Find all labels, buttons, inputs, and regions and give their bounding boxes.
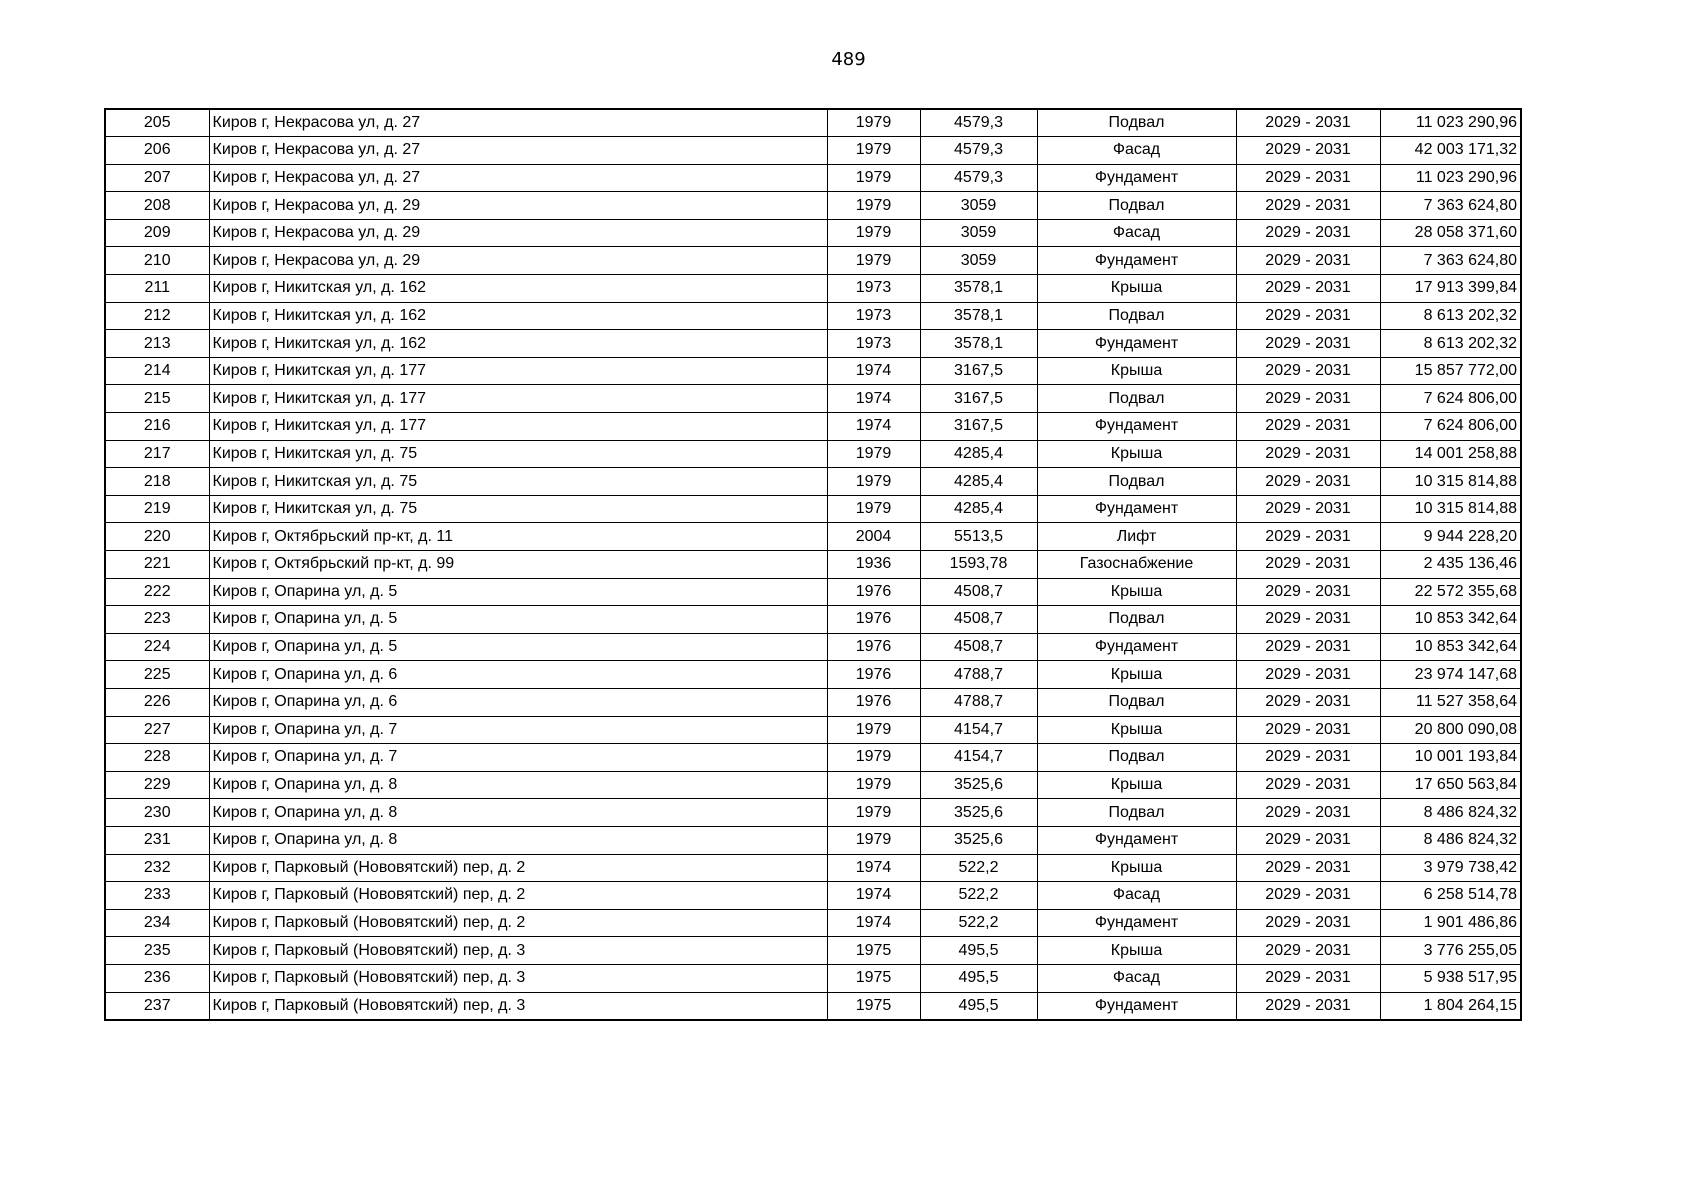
cost-cell: 28 058 371,60 bbox=[1380, 219, 1521, 247]
cost-cell: 9 944 228,20 bbox=[1380, 523, 1521, 551]
table-row bbox=[105, 551, 1521, 579]
area-cell: 1593,78 bbox=[920, 551, 1037, 579]
year-built-cell: 1979 bbox=[827, 219, 920, 247]
area-cell: 3578,1 bbox=[920, 275, 1037, 303]
period-cell: 2029 - 2031 bbox=[1236, 937, 1380, 965]
address-cell: Киров г, Парковый (Нововятский) пер, д. 2 bbox=[209, 854, 827, 882]
period-cell: 2029 - 2031 bbox=[1236, 716, 1380, 744]
work-type-cell: Фундамент bbox=[1037, 495, 1236, 523]
row-number-cell: 235 bbox=[105, 937, 209, 965]
year-built-cell: 1979 bbox=[827, 164, 920, 192]
address-cell: Киров г, Никитская ул, д. 177 bbox=[209, 385, 827, 413]
work-type-cell: Крыша bbox=[1037, 716, 1236, 744]
area-cell: 4154,7 bbox=[920, 716, 1037, 744]
area-cell: 3059 bbox=[920, 219, 1037, 247]
work-type-cell: Крыша bbox=[1037, 440, 1236, 468]
period-cell: 2029 - 2031 bbox=[1236, 633, 1380, 661]
table-row bbox=[105, 606, 1521, 634]
address-cell: Киров г, Некрасова ул, д. 29 bbox=[209, 192, 827, 220]
period-cell: 2029 - 2031 bbox=[1236, 992, 1380, 1020]
period-cell: 2029 - 2031 bbox=[1236, 688, 1380, 716]
row-number-cell: 208 bbox=[105, 192, 209, 220]
work-type-cell: Лифт bbox=[1037, 523, 1236, 551]
row-number-cell: 233 bbox=[105, 882, 209, 910]
table-body bbox=[105, 109, 1521, 1020]
year-built-cell: 1976 bbox=[827, 578, 920, 606]
period-cell: 2029 - 2031 bbox=[1236, 799, 1380, 827]
period-cell: 2029 - 2031 bbox=[1236, 826, 1380, 854]
work-type-cell: Подвал bbox=[1037, 385, 1236, 413]
work-type-cell: Подвал bbox=[1037, 192, 1236, 220]
cost-cell: 10 001 193,84 bbox=[1380, 744, 1521, 772]
address-cell: Киров г, Некрасова ул, д. 29 bbox=[209, 247, 827, 275]
work-type-cell: Газоснабжение bbox=[1037, 551, 1236, 579]
period-cell: 2029 - 2031 bbox=[1236, 854, 1380, 882]
address-cell: Киров г, Опарина ул, д. 6 bbox=[209, 688, 827, 716]
address-cell: Киров г, Никитская ул, д. 162 bbox=[209, 330, 827, 358]
address-cell: Киров г, Опарина ул, д. 5 bbox=[209, 606, 827, 634]
table-row bbox=[105, 882, 1521, 910]
year-built-cell: 1979 bbox=[827, 109, 920, 137]
period-cell: 2029 - 2031 bbox=[1236, 413, 1380, 441]
row-number-cell: 207 bbox=[105, 164, 209, 192]
period-cell: 2029 - 2031 bbox=[1236, 109, 1380, 137]
period-cell: 2029 - 2031 bbox=[1236, 606, 1380, 634]
area-cell: 4508,7 bbox=[920, 606, 1037, 634]
address-cell: Киров г, Октябрьский пр-кт, д. 11 bbox=[209, 523, 827, 551]
area-cell: 3167,5 bbox=[920, 413, 1037, 441]
area-cell: 522,2 bbox=[920, 909, 1037, 937]
cost-cell: 11 527 358,64 bbox=[1380, 688, 1521, 716]
address-cell: Киров г, Некрасова ул, д. 27 bbox=[209, 109, 827, 137]
row-number-cell: 214 bbox=[105, 357, 209, 385]
cost-cell: 42 003 171,32 bbox=[1380, 137, 1521, 165]
work-type-cell: Фасад bbox=[1037, 137, 1236, 165]
address-cell: Киров г, Некрасова ул, д. 27 bbox=[209, 164, 827, 192]
period-cell: 2029 - 2031 bbox=[1236, 137, 1380, 165]
year-built-cell: 1975 bbox=[827, 937, 920, 965]
year-built-cell: 1979 bbox=[827, 137, 920, 165]
cost-cell: 11 023 290,96 bbox=[1380, 164, 1521, 192]
row-number-cell: 224 bbox=[105, 633, 209, 661]
table-row bbox=[105, 302, 1521, 330]
table-row bbox=[105, 578, 1521, 606]
area-cell: 3167,5 bbox=[920, 385, 1037, 413]
table-row bbox=[105, 495, 1521, 523]
row-number-cell: 220 bbox=[105, 523, 209, 551]
table-row bbox=[105, 909, 1521, 937]
year-built-cell: 1974 bbox=[827, 385, 920, 413]
work-type-cell: Подвал bbox=[1037, 468, 1236, 496]
area-cell: 4788,7 bbox=[920, 661, 1037, 689]
table-row bbox=[105, 937, 1521, 965]
year-built-cell: 1979 bbox=[827, 799, 920, 827]
address-cell: Киров г, Опарина ул, д. 7 bbox=[209, 744, 827, 772]
area-cell: 3525,6 bbox=[920, 826, 1037, 854]
area-cell: 4579,3 bbox=[920, 164, 1037, 192]
address-cell: Киров г, Парковый (Нововятский) пер, д. 2 bbox=[209, 909, 827, 937]
table-row bbox=[105, 275, 1521, 303]
cost-cell: 8 486 824,32 bbox=[1380, 826, 1521, 854]
area-cell: 522,2 bbox=[920, 882, 1037, 910]
year-built-cell: 2004 bbox=[827, 523, 920, 551]
period-cell: 2029 - 2031 bbox=[1236, 164, 1380, 192]
table-row bbox=[105, 661, 1521, 689]
area-cell: 5513,5 bbox=[920, 523, 1037, 551]
period-cell: 2029 - 2031 bbox=[1236, 495, 1380, 523]
work-type-cell: Крыша bbox=[1037, 937, 1236, 965]
address-cell: Киров г, Опарина ул, д. 7 bbox=[209, 716, 827, 744]
row-number-cell: 234 bbox=[105, 909, 209, 937]
area-cell: 4285,4 bbox=[920, 440, 1037, 468]
address-cell: Киров г, Никитская ул, д. 75 bbox=[209, 495, 827, 523]
cost-cell: 7 624 806,00 bbox=[1380, 413, 1521, 441]
work-type-cell: Крыша bbox=[1037, 661, 1236, 689]
work-type-cell: Подвал bbox=[1037, 799, 1236, 827]
cost-cell: 7 363 624,80 bbox=[1380, 192, 1521, 220]
period-cell: 2029 - 2031 bbox=[1236, 661, 1380, 689]
table-row bbox=[105, 633, 1521, 661]
area-cell: 4579,3 bbox=[920, 137, 1037, 165]
address-cell: Киров г, Никитская ул, д. 75 bbox=[209, 440, 827, 468]
period-cell: 2029 - 2031 bbox=[1236, 909, 1380, 937]
cost-cell: 8 486 824,32 bbox=[1380, 799, 1521, 827]
year-built-cell: 1979 bbox=[827, 771, 920, 799]
area-cell: 3525,6 bbox=[920, 799, 1037, 827]
row-number-cell: 227 bbox=[105, 716, 209, 744]
row-number-cell: 230 bbox=[105, 799, 209, 827]
period-cell: 2029 - 2031 bbox=[1236, 578, 1380, 606]
table-row bbox=[105, 799, 1521, 827]
table-row bbox=[105, 192, 1521, 220]
year-built-cell: 1976 bbox=[827, 606, 920, 634]
work-type-cell: Фундамент bbox=[1037, 247, 1236, 275]
cost-cell: 7 363 624,80 bbox=[1380, 247, 1521, 275]
row-number-cell: 213 bbox=[105, 330, 209, 358]
cost-cell: 20 800 090,08 bbox=[1380, 716, 1521, 744]
year-built-cell: 1979 bbox=[827, 440, 920, 468]
address-cell: Киров г, Опарина ул, д. 8 bbox=[209, 799, 827, 827]
year-built-cell: 1976 bbox=[827, 633, 920, 661]
table-row bbox=[105, 385, 1521, 413]
table-row bbox=[105, 854, 1521, 882]
area-cell: 4508,7 bbox=[920, 578, 1037, 606]
year-built-cell: 1975 bbox=[827, 964, 920, 992]
row-number-cell: 209 bbox=[105, 219, 209, 247]
cost-cell: 6 258 514,78 bbox=[1380, 882, 1521, 910]
work-type-cell: Крыша bbox=[1037, 357, 1236, 385]
row-number-cell: 231 bbox=[105, 826, 209, 854]
address-cell: Киров г, Некрасова ул, д. 27 bbox=[209, 137, 827, 165]
year-built-cell: 1976 bbox=[827, 688, 920, 716]
table-row bbox=[105, 964, 1521, 992]
period-cell: 2029 - 2031 bbox=[1236, 771, 1380, 799]
work-type-cell: Подвал bbox=[1037, 744, 1236, 772]
row-number-cell: 223 bbox=[105, 606, 209, 634]
address-cell: Киров г, Никитская ул, д. 177 bbox=[209, 413, 827, 441]
work-type-cell: Крыша bbox=[1037, 771, 1236, 799]
row-number-cell: 225 bbox=[105, 661, 209, 689]
cost-cell: 15 857 772,00 bbox=[1380, 357, 1521, 385]
area-cell: 4285,4 bbox=[920, 495, 1037, 523]
area-cell: 495,5 bbox=[920, 992, 1037, 1020]
address-cell: Киров г, Опарина ул, д. 6 bbox=[209, 661, 827, 689]
row-number-cell: 218 bbox=[105, 468, 209, 496]
year-built-cell: 1975 bbox=[827, 992, 920, 1020]
year-built-cell: 1974 bbox=[827, 909, 920, 937]
area-cell: 4154,7 bbox=[920, 744, 1037, 772]
year-built-cell: 1974 bbox=[827, 854, 920, 882]
year-built-cell: 1974 bbox=[827, 357, 920, 385]
cost-cell: 17 913 399,84 bbox=[1380, 275, 1521, 303]
cost-cell: 10 853 342,64 bbox=[1380, 633, 1521, 661]
period-cell: 2029 - 2031 bbox=[1236, 357, 1380, 385]
row-number-cell: 236 bbox=[105, 964, 209, 992]
table-row bbox=[105, 440, 1521, 468]
year-built-cell: 1973 bbox=[827, 302, 920, 330]
cost-cell: 1 901 486,86 bbox=[1380, 909, 1521, 937]
period-cell: 2029 - 2031 bbox=[1236, 275, 1380, 303]
address-cell: Киров г, Опарина ул, д. 5 bbox=[209, 578, 827, 606]
address-cell: Киров г, Октябрьский пр-кт, д. 99 bbox=[209, 551, 827, 579]
cost-cell: 17 650 563,84 bbox=[1380, 771, 1521, 799]
table-row bbox=[105, 137, 1521, 165]
cost-cell: 3 979 738,42 bbox=[1380, 854, 1521, 882]
period-cell: 2029 - 2031 bbox=[1236, 219, 1380, 247]
cost-cell: 10 853 342,64 bbox=[1380, 606, 1521, 634]
table-row bbox=[105, 164, 1521, 192]
year-built-cell: 1973 bbox=[827, 275, 920, 303]
area-cell: 495,5 bbox=[920, 964, 1037, 992]
area-cell: 3525,6 bbox=[920, 771, 1037, 799]
address-cell: Киров г, Опарина ул, д. 8 bbox=[209, 771, 827, 799]
row-number-cell: 205 bbox=[105, 109, 209, 137]
table-row bbox=[105, 744, 1521, 772]
row-number-cell: 228 bbox=[105, 744, 209, 772]
repair-schedule-table bbox=[104, 108, 1522, 1021]
year-built-cell: 1979 bbox=[827, 468, 920, 496]
work-type-cell: Фасад bbox=[1037, 964, 1236, 992]
row-number-cell: 217 bbox=[105, 440, 209, 468]
table-row bbox=[105, 716, 1521, 744]
work-type-cell: Крыша bbox=[1037, 578, 1236, 606]
address-cell: Киров г, Опарина ул, д. 5 bbox=[209, 633, 827, 661]
row-number-cell: 222 bbox=[105, 578, 209, 606]
cost-cell: 14 001 258,88 bbox=[1380, 440, 1521, 468]
row-number-cell: 232 bbox=[105, 854, 209, 882]
year-built-cell: 1979 bbox=[827, 716, 920, 744]
work-type-cell: Подвал bbox=[1037, 606, 1236, 634]
year-built-cell: 1974 bbox=[827, 413, 920, 441]
cost-cell: 23 974 147,68 bbox=[1380, 661, 1521, 689]
area-cell: 4788,7 bbox=[920, 688, 1037, 716]
cost-cell: 11 023 290,96 bbox=[1380, 109, 1521, 137]
table-row bbox=[105, 771, 1521, 799]
work-type-cell: Фундамент bbox=[1037, 992, 1236, 1020]
address-cell: Киров г, Никитская ул, д. 162 bbox=[209, 275, 827, 303]
period-cell: 2029 - 2031 bbox=[1236, 523, 1380, 551]
cost-cell: 2 435 136,46 bbox=[1380, 551, 1521, 579]
period-cell: 2029 - 2031 bbox=[1236, 964, 1380, 992]
area-cell: 495,5 bbox=[920, 937, 1037, 965]
address-cell: Киров г, Некрасова ул, д. 29 bbox=[209, 219, 827, 247]
table-row bbox=[105, 247, 1521, 275]
work-type-cell: Крыша bbox=[1037, 854, 1236, 882]
work-type-cell: Крыша bbox=[1037, 275, 1236, 303]
area-cell: 3578,1 bbox=[920, 302, 1037, 330]
table-row bbox=[105, 330, 1521, 358]
row-number-cell: 216 bbox=[105, 413, 209, 441]
year-built-cell: 1979 bbox=[827, 495, 920, 523]
area-cell: 4285,4 bbox=[920, 468, 1037, 496]
work-type-cell: Подвал bbox=[1037, 109, 1236, 137]
year-built-cell: 1979 bbox=[827, 247, 920, 275]
row-number-cell: 219 bbox=[105, 495, 209, 523]
table-row bbox=[105, 109, 1521, 137]
table-row bbox=[105, 468, 1521, 496]
cost-cell: 22 572 355,68 bbox=[1380, 578, 1521, 606]
table-row bbox=[105, 413, 1521, 441]
work-type-cell: Фундамент bbox=[1037, 413, 1236, 441]
table-row bbox=[105, 357, 1521, 385]
period-cell: 2029 - 2031 bbox=[1236, 385, 1380, 413]
address-cell: Киров г, Парковый (Нововятский) пер, д. 2 bbox=[209, 882, 827, 910]
cost-cell: 5 938 517,95 bbox=[1380, 964, 1521, 992]
work-type-cell: Фундамент bbox=[1037, 330, 1236, 358]
year-built-cell: 1973 bbox=[827, 330, 920, 358]
row-number-cell: 210 bbox=[105, 247, 209, 275]
work-type-cell: Подвал bbox=[1037, 688, 1236, 716]
address-cell: Киров г, Парковый (Нововятский) пер, д. 3 bbox=[209, 964, 827, 992]
period-cell: 2029 - 2031 bbox=[1236, 247, 1380, 275]
cost-cell: 8 613 202,32 bbox=[1380, 302, 1521, 330]
table-row bbox=[105, 523, 1521, 551]
area-cell: 4508,7 bbox=[920, 633, 1037, 661]
area-cell: 522,2 bbox=[920, 854, 1037, 882]
cost-cell: 3 776 255,05 bbox=[1380, 937, 1521, 965]
work-type-cell: Подвал bbox=[1037, 302, 1236, 330]
page-number: 489 bbox=[831, 49, 866, 70]
area-cell: 4579,3 bbox=[920, 109, 1037, 137]
address-cell: Киров г, Никитская ул, д. 177 bbox=[209, 357, 827, 385]
area-cell: 3059 bbox=[920, 247, 1037, 275]
period-cell: 2029 - 2031 bbox=[1236, 744, 1380, 772]
row-number-cell: 215 bbox=[105, 385, 209, 413]
year-built-cell: 1979 bbox=[827, 192, 920, 220]
row-number-cell: 221 bbox=[105, 551, 209, 579]
address-cell: Киров г, Никитская ул, д. 162 bbox=[209, 302, 827, 330]
year-built-cell: 1979 bbox=[827, 826, 920, 854]
work-type-cell: Фасад bbox=[1037, 219, 1236, 247]
cost-cell: 7 624 806,00 bbox=[1380, 385, 1521, 413]
row-number-cell: 206 bbox=[105, 137, 209, 165]
work-type-cell: Фундамент bbox=[1037, 633, 1236, 661]
period-cell: 2029 - 2031 bbox=[1236, 551, 1380, 579]
period-cell: 2029 - 2031 bbox=[1236, 440, 1380, 468]
table-row bbox=[105, 992, 1521, 1020]
period-cell: 2029 - 2031 bbox=[1236, 882, 1380, 910]
row-number-cell: 212 bbox=[105, 302, 209, 330]
year-built-cell: 1936 bbox=[827, 551, 920, 579]
row-number-cell: 211 bbox=[105, 275, 209, 303]
cost-cell: 8 613 202,32 bbox=[1380, 330, 1521, 358]
row-number-cell: 226 bbox=[105, 688, 209, 716]
table-row bbox=[105, 219, 1521, 247]
cost-cell: 1 804 264,15 bbox=[1380, 992, 1521, 1020]
area-cell: 3578,1 bbox=[920, 330, 1037, 358]
year-built-cell: 1976 bbox=[827, 661, 920, 689]
area-cell: 3167,5 bbox=[920, 357, 1037, 385]
work-type-cell: Фундамент bbox=[1037, 909, 1236, 937]
work-type-cell: Фундамент bbox=[1037, 164, 1236, 192]
address-cell: Киров г, Никитская ул, д. 75 bbox=[209, 468, 827, 496]
address-cell: Киров г, Парковый (Нововятский) пер, д. 3 bbox=[209, 937, 827, 965]
period-cell: 2029 - 2031 bbox=[1236, 330, 1380, 358]
year-built-cell: 1974 bbox=[827, 882, 920, 910]
address-cell: Киров г, Парковый (Нововятский) пер, д. 3 bbox=[209, 992, 827, 1020]
table-row bbox=[105, 826, 1521, 854]
period-cell: 2029 - 2031 bbox=[1236, 468, 1380, 496]
cost-cell: 10 315 814,88 bbox=[1380, 495, 1521, 523]
year-built-cell: 1979 bbox=[827, 744, 920, 772]
row-number-cell: 237 bbox=[105, 992, 209, 1020]
table-row bbox=[105, 688, 1521, 716]
row-number-cell: 229 bbox=[105, 771, 209, 799]
cost-cell: 10 315 814,88 bbox=[1380, 468, 1521, 496]
area-cell: 3059 bbox=[920, 192, 1037, 220]
period-cell: 2029 - 2031 bbox=[1236, 302, 1380, 330]
work-type-cell: Фасад bbox=[1037, 882, 1236, 910]
address-cell: Киров г, Опарина ул, д. 8 bbox=[209, 826, 827, 854]
work-type-cell: Фундамент bbox=[1037, 826, 1236, 854]
period-cell: 2029 - 2031 bbox=[1236, 192, 1380, 220]
